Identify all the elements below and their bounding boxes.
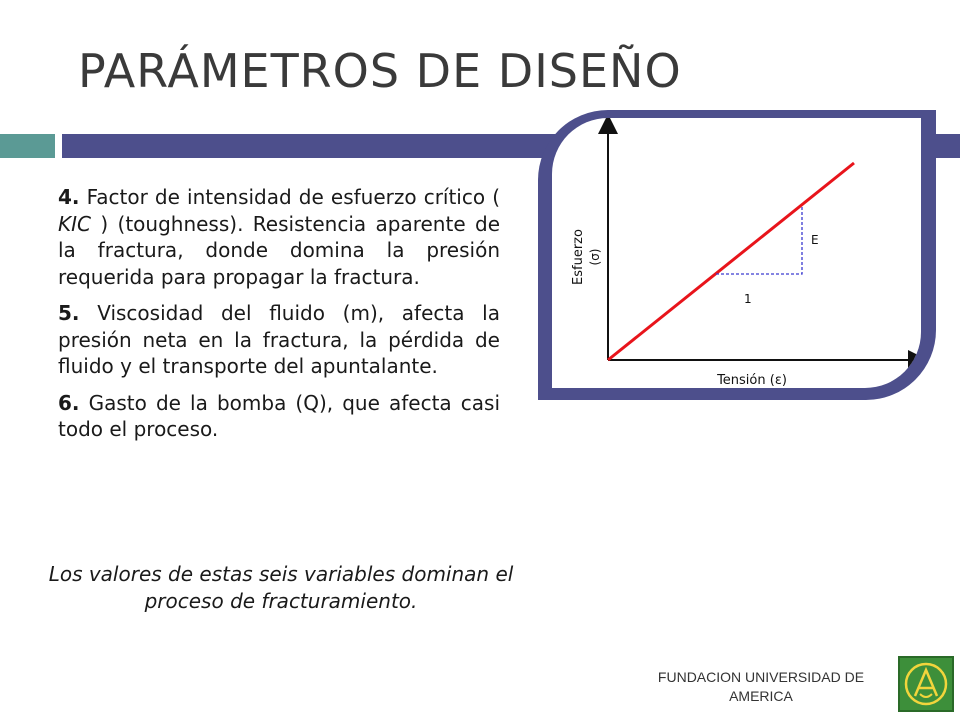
item-number: 6.: [58, 390, 80, 415]
slope-label: E: [811, 233, 819, 247]
item-number: 5.: [58, 301, 80, 325]
stress-strain-figure: [552, 118, 921, 388]
y-axis-symbol: (σ): [588, 248, 602, 266]
x-axis-label: Tensión (ε): [717, 373, 787, 388]
item-italic: KIC: [58, 211, 91, 236]
university-logo-icon: [898, 656, 954, 712]
item-6: [58, 390, 500, 443]
run-label: 1: [744, 292, 752, 306]
item-text: Viscosidad del fluido (m), afecta la presión neta en la fractura, la pérdida de fluido y el transporte del apuntalante.: [58, 301, 500, 378]
item-4: [58, 184, 500, 290]
item-text: ) (toughness). Resistencia aparente de la fractura, donde domina la presión requerida para propagar la fractura.: [58, 211, 500, 289]
accent-bar-teal: [0, 134, 55, 158]
slide-title: PARÁMETROS DE DISEÑO: [78, 44, 682, 98]
summary-note: Los valores de estas seis variables dominan el proceso de fracturamiento.: [48, 562, 514, 613]
item-5: [58, 300, 500, 380]
item-text: Gasto de la bomba (Q), que afecta casi todo el proceso.: [58, 390, 500, 441]
item-text: Factor de intensidad de esfuerzo crítico (: [79, 185, 500, 209]
footer-institution: FUNDACION UNIVERSIDAD DE AMERICA: [657, 669, 865, 704]
item-number: 4.: [58, 185, 80, 209]
body-text: [58, 184, 500, 453]
stress-strain-diagram: [552, 118, 921, 388]
stress-strain-figure-frame: [538, 110, 936, 400]
elastic-line: [608, 163, 854, 360]
y-axis-label: Esfuerzo: [571, 229, 586, 285]
